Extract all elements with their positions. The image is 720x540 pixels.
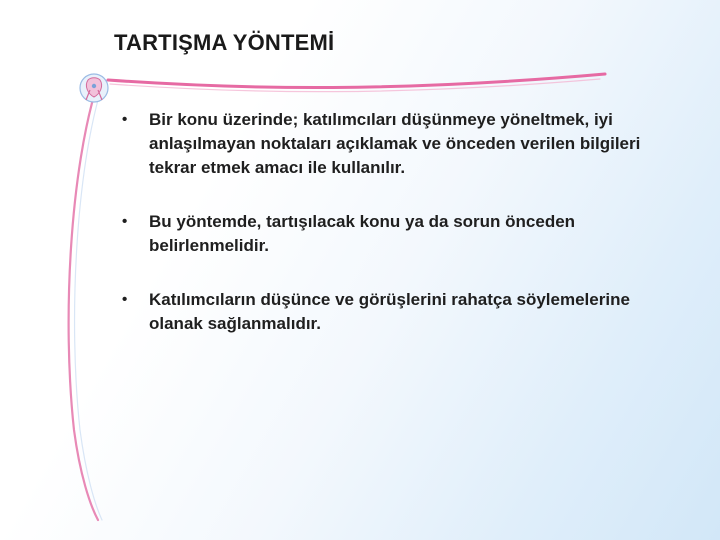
bullet-list <box>122 108 682 336</box>
ribbon-logo-icon <box>80 74 108 102</box>
bullet-marker: • <box>122 213 128 230</box>
list-item <box>122 108 682 180</box>
list-item <box>122 288 682 336</box>
bullet-text: Bu yöntemde, tartışılacak konu ya da sorun önceden belirlenmelidir. <box>149 212 576 255</box>
bullet-text: Katılımcıların düşünce ve görüşlerini rahatça söylemelerine olanak sağlanmalıdır. <box>149 290 630 333</box>
list-item <box>122 210 682 258</box>
bullet-text: Bir konu üzerinde; katılımcıları düşünmeye yöneltmek, iyi anlaşılmayan noktaları açıklamak ve önceden verilen bilgileri tekrar etmek amacı ile kullanılır. <box>149 110 641 177</box>
page-title: TARTIŞMA YÖNTEMİ <box>114 30 335 55</box>
bullet-marker: • <box>122 111 128 128</box>
bullet-marker: • <box>122 291 128 308</box>
title-underline-swoosh <box>108 74 605 88</box>
